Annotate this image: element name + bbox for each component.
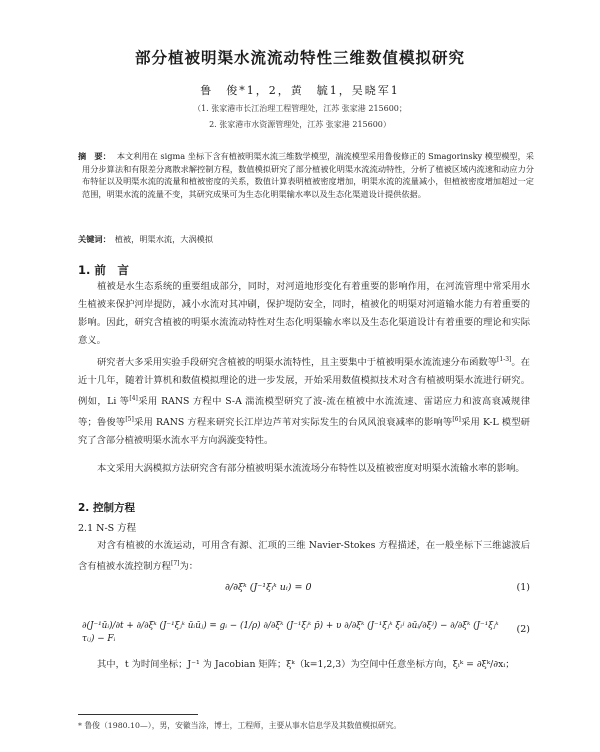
paragraph-4-part-b: 为： <box>179 561 199 573</box>
citation-5: [5] <box>125 416 134 424</box>
paragraph-4-part-a: 对含有植被的水流运动，可用含有源、汇项的三维 Navier-Stokes 方程描述，在一般坐标下三维滤波后含有植被水流控制方程 <box>78 540 530 573</box>
equation-momentum: ∂(J⁻¹ūᵢ)/∂t + ∂/∂ξᵏ (J⁻¹ξⱼᵏ ūᵢūⱼ) = gᵢ − (1/ρ) ∂/∂ξᵏ (J⁻¹ξᵢᵏ p̄) + υ ∂/∂ξᵏ (J⁻¹ξⱼᵏ ξᵢʲ ∂ūᵢ/∂ξʲ) − ∂/∂ξᵏ (J⁻¹ξⱼᵏ τᵢⱼ) − Fᵢ <box>82 621 499 644</box>
abstract <box>78 150 534 201</box>
section-heading-intro: 1. 前 言 <box>78 263 129 277</box>
paragraph-2-part-d: 采用 RANS 方程来研究长江岸边芦苇对实际发生的台风风浪衰减率的影响等 <box>133 417 453 429</box>
paragraph-2-part-e: 采用 K-L 模型研究了含部分植被明渠水流水平方向涡漩变特性。 <box>78 417 530 447</box>
paragraph-3-text: 本文采用大涡模拟方法研究含有部分植被明渠水流流场分布特性以及植被密度对明渠水流输水率的影响。 <box>97 463 525 474</box>
paragraph-2 <box>78 351 530 450</box>
paragraph-2-part-a: 研究者大多采用实验手段研究含植被的明渠水流特性，且主要集中于植被明渠水流流速分布函数等 <box>97 357 498 369</box>
citation-4: [4] <box>129 395 138 403</box>
keywords <box>78 234 213 245</box>
paragraph-5 <box>78 656 530 674</box>
paragraph-2-part-c: 采用 RANS 方程中 S-A 湍流模型研究了波-流在植被中水流流速、雷诺应力和波高衰减规律等；鲁俊等 <box>78 396 531 429</box>
section-heading-equations: 2. 控制方程 <box>78 502 135 514</box>
paragraph-3 <box>78 460 530 478</box>
keywords-label: 关键词： <box>78 234 111 244</box>
footnote: * 鲁俊（1980.10—），男，安徽当涂，博士，工程师，主要从事水信息学及其数值模拟研究。 <box>78 721 402 730</box>
paragraph-4 <box>78 537 530 576</box>
paragraph-5-text: 其中，t 为时间坐标；J⁻¹ 为 Jacobian 矩阵；ξᵏ（k=1,2,3）为空间中任意坐标方向，ξᵢᵏ = ∂ξᵏ/∂xᵢ； <box>97 659 515 670</box>
paper-title: 部分植被明渠水流流动特性三维数值模拟研究 <box>134 49 465 67</box>
paragraph-1-text: 植被是水生态系统的重要组成部分，同时，对河道地形变化有着重要的影响作用，在河流管理中常采用水生植被来保护河岸提防，减小水流对其冲刷，保护堤防安全，同时，植被化的明渠对河道输水能力有着重要的影响。因此，研究含植被的明渠水流流动特性对生态化明渠输水率以及生态化渠道设计有着重要的理论和实际意义。 <box>78 281 530 346</box>
affiliation-2: 2. 张家港市水资源管理处，江苏 张家港 215600） <box>209 120 391 129</box>
citation-7: [7] <box>170 560 180 567</box>
paragraph-2-part-b: 。在近十几年，随着计算机和数值模拟理论的进一步发展，开始采用数值模拟技术对含有植被明渠水流进行研究。例如，Li 等 <box>78 357 530 408</box>
footnote-divider <box>78 714 198 715</box>
keywords-text: 植被，明渠水流，大涡模拟 <box>114 234 214 244</box>
equation-continuity: ∂/∂ξᵏ (J⁻¹ξᵢᵏ uᵢ) = 0 <box>225 582 312 593</box>
citation-6: [6] <box>452 416 461 424</box>
equation-2-number: (2) <box>516 624 530 635</box>
paragraph-1 <box>78 278 530 350</box>
subsection-heading-ns: 2.1 N-S 方程 <box>78 523 137 534</box>
author-list: 鲁 俊*1，2，黄 毓1，吴晓军1 <box>200 84 400 97</box>
abstract-label: 摘 要： <box>78 151 111 161</box>
abstract-text: 本文利用在 sigma 坐标下含有植被明渠水流三维数学模型，湍流模型采用鲁俊修正的 Smagorinsky 模型模型，采用分步算法和有限差分离散求解控制方程，数值模拟研究了部分植被化明渠水流流动特性，分析了植被区域内流速和动应力分布特征以及明渠水流的流量和植被密度的关系，数值计算表明植被密度增加，明渠水流的流量减小，但植被密度增加超过一定范围，明渠水流的流量不变，其研究成果可为生态化明渠输水率以及生态化渠道设计提供依据。 <box>82 151 534 200</box>
equation-1-number: (1) <box>516 582 530 593</box>
citation-1: [1-3] <box>497 356 512 363</box>
affiliation-1: （1. 张家港市长江治理工程管理处，江苏 张家港 215600； <box>193 104 407 113</box>
